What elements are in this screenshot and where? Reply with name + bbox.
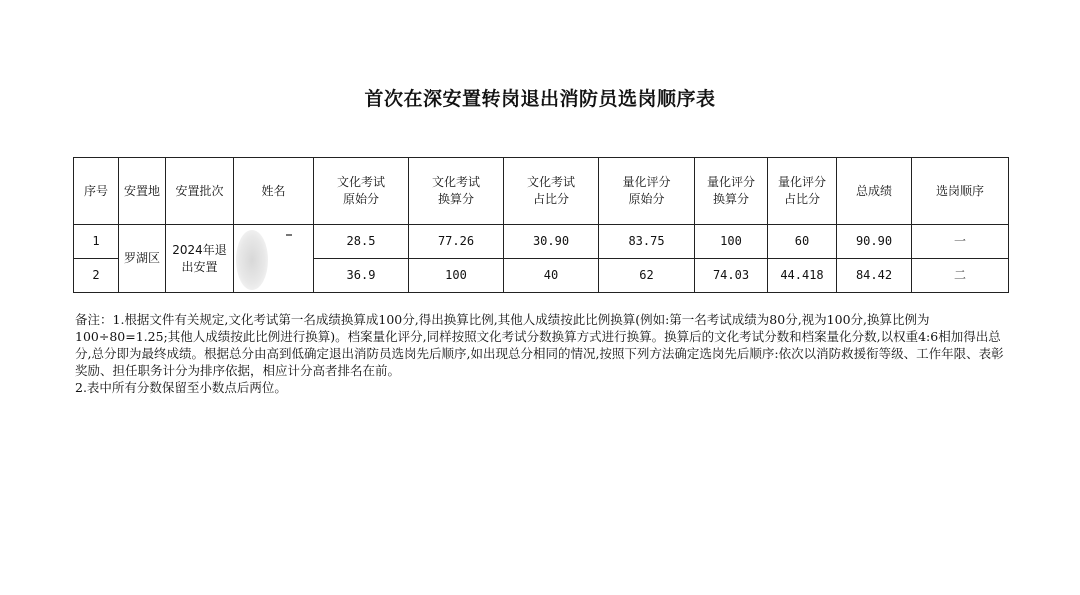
culture-raw-cell: 28.5 (314, 225, 409, 259)
header-cell: 量化评分 占比分 (768, 158, 837, 225)
quant-ratio-cell: 44.418 (768, 259, 837, 293)
culture-ratio-cell: 40 (504, 259, 599, 293)
remarks-section (75, 311, 1005, 396)
quant-raw-cell: 83.75 (599, 225, 695, 259)
header-cell: 选岗顺序 (912, 158, 1009, 225)
culture-conv-cell: 77.26 (409, 225, 504, 259)
header-cell: 文化考试 换算分 (409, 158, 504, 225)
header-cell: 文化考试 占比分 (504, 158, 599, 225)
quant-conv-cell: 74.03 (695, 259, 768, 293)
remarks-paragraph-2: 2.表中所有分数保留至小数点后两位。 (75, 380, 287, 395)
header-cell: 文化考试 原始分 (314, 158, 409, 225)
quant-ratio-cell: 60 (768, 225, 837, 259)
header-cell: 安置地 (119, 158, 166, 225)
header-cell: 安置批次 (166, 158, 234, 225)
header-row (74, 158, 1009, 225)
header-cell: 姓名 (234, 158, 314, 225)
remarks-paragraph-1: 备注：1.根据文件有关规定,文化考试第一名成绩换算成100分,得出换算比例,其他人成绩按此比例换算(例如:第一名考试成绩为80分,视为100分,换算比例为100÷80=1.25;其他人成绩按此比例进行换算)。档案量化评分,同样按照文化考试分数换算方式进行换算。换算后的文化考试分数和档案量化分数,以权重4:6相加得出总分,总分即为最终成绩。根据总分由高到低确定退出消防员选岗先后顺序,如出现总分相同的情况,按照下列方法确定选岗先后顺序:依次以消防救援衔等级、工作年限、表彰奖励、担任职务计分为排序依据，相应计分高者排名在前。 (75, 312, 1004, 378)
batch-cell: 2024年退 出安置 (166, 225, 234, 293)
location-cell: 罗湖区 (119, 225, 166, 293)
quant-raw-cell: 62 (599, 259, 695, 293)
total-cell: 84.42 (837, 259, 912, 293)
redaction-mark (286, 234, 292, 236)
row-number: 2 (74, 259, 119, 293)
ranking-table (73, 157, 1009, 293)
redaction-blur (236, 230, 268, 290)
header-cell: 量化评分 换算分 (695, 158, 768, 225)
order-cell: 一 (912, 225, 1009, 259)
quant-conv-cell: 100 (695, 225, 768, 259)
culture-raw-cell: 36.9 (314, 259, 409, 293)
table-row (74, 225, 1009, 259)
culture-conv-cell: 100 (409, 259, 504, 293)
header-cell: 总成绩 (837, 158, 912, 225)
header-cell: 序号 (74, 158, 119, 225)
order-cell: 二 (912, 259, 1009, 293)
name-cell-redacted (234, 225, 314, 293)
row-number: 1 (74, 225, 119, 259)
culture-ratio-cell: 30.90 (504, 225, 599, 259)
total-cell: 90.90 (837, 225, 912, 259)
header-cell: 量化评分 原始分 (599, 158, 695, 225)
page-title: 首次在深安置转岗退出消防员选岗顺序表 (364, 88, 716, 110)
